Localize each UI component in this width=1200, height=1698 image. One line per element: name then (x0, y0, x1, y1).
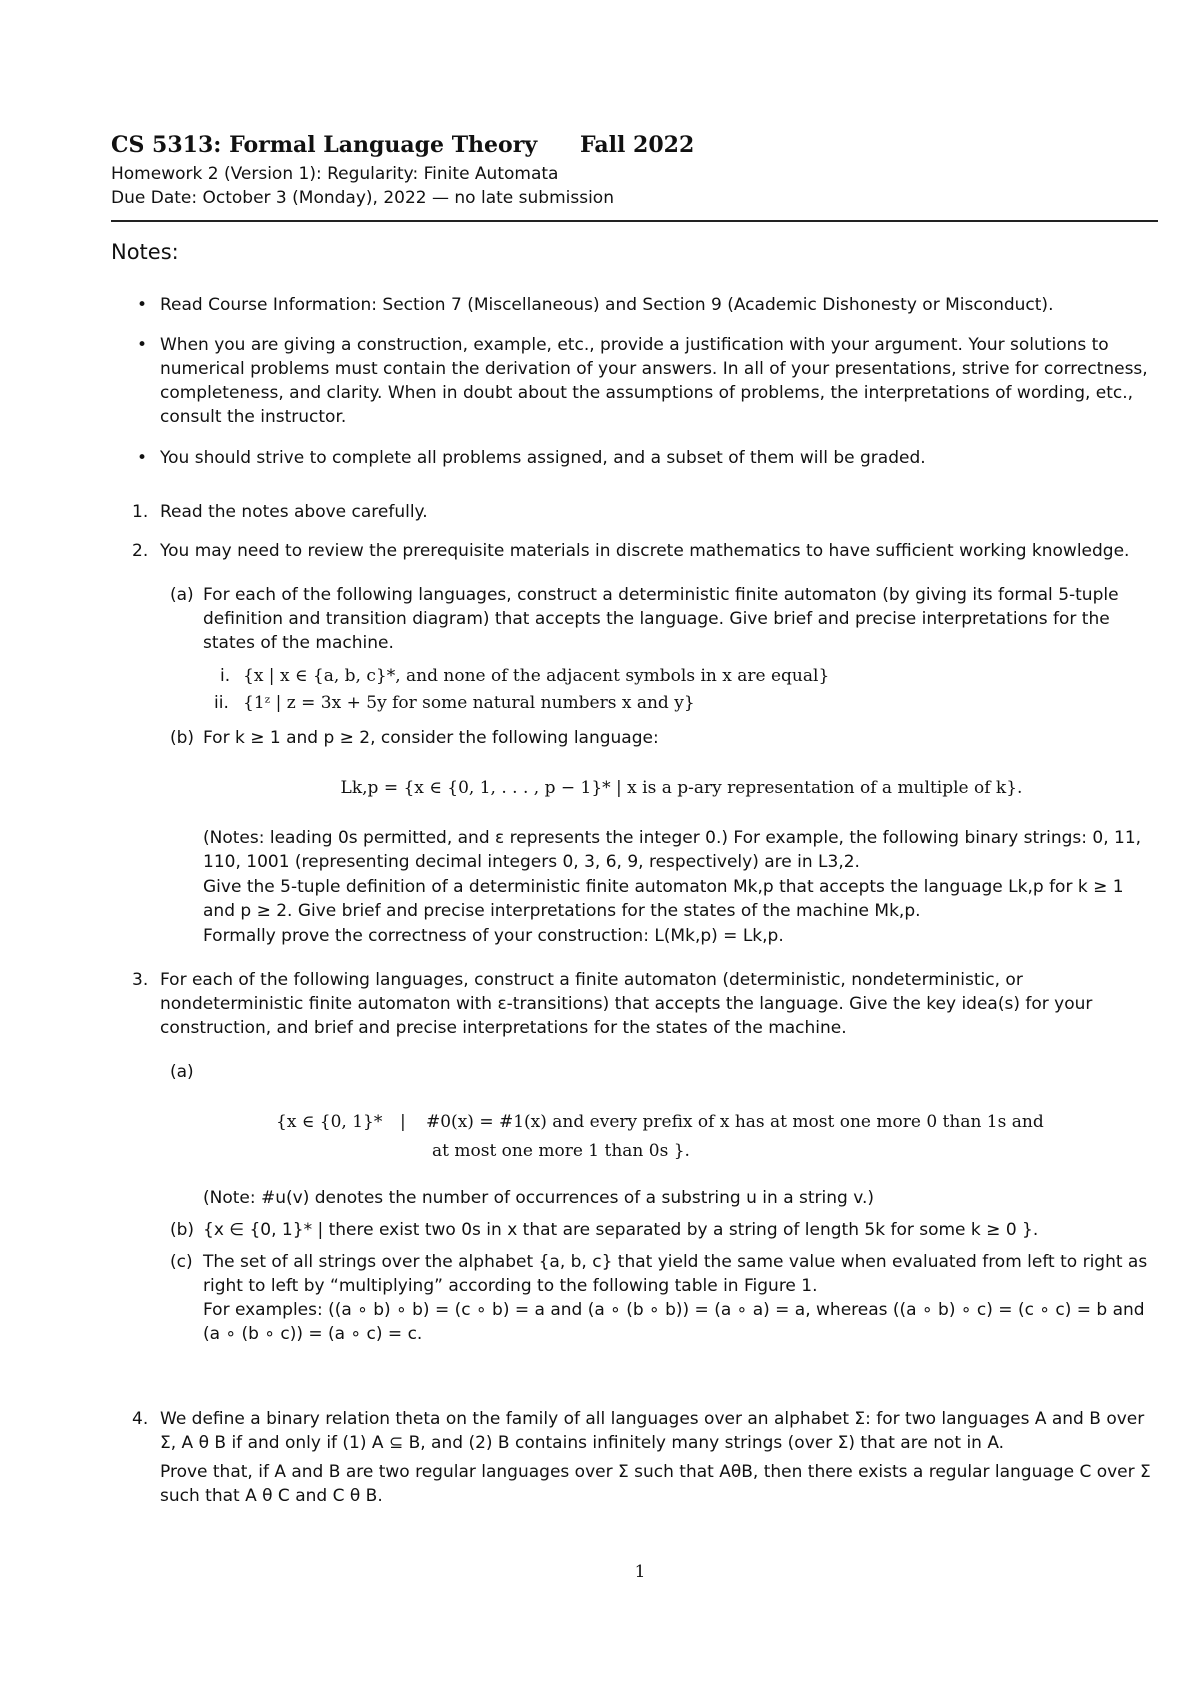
problem-3c-examples: For examples: ((a ∘ b) ∘ b) = (c ∘ b) = a and (a ∘ (b ∘ b)) = (a ∘ a) = a, whereas ((a ∘ b) ∘ c) = (c ∘ c) = b and (a ∘ (b ∘ c)) = (a ∘ c) = c. (203, 1300, 1145, 1344)
problem-2b-intro: For k ≥ 1 and p ≥ 2, consider the following language: (203, 728, 659, 748)
problem-3-text: For each of the following languages, construct a finite automaton (deterministic, nondeterministic, or nondeterministic finite automaton with ε-transitions) that accepts the language. Give the key idea(s) for your construction, and brief and precise interpretations for the states of the machine. (160, 970, 1093, 1038)
problem-2b-note: (Notes: leading 0s permitted, and ε represents the integer 0.) For example, the following binary strings: 0, 11, 110, 1001 (representing decimal integers 0, 3, 6, 9, respectively) are in L3,2. (203, 828, 1142, 872)
problem-3b-text: {x ∈ {0, 1}* | there exist two 0s in x that are separated by a string of length 5k for some k ≥ 0 }. (203, 1220, 1039, 1240)
header-rule (111, 220, 1158, 222)
note-item: When you are giving a construction, example, etc., provide a justification with your argument. Your solutions to numerical problems must contain the derivation of your answers. In all of your presentations, strive for correctness, completeness, and clarity. When in doubt about the assumptions of problems, the interpretations of wording, etc., consult the instructor. (160, 335, 1148, 427)
due-date: Due Date: October 3 (Monday), 2022 — no late submission (111, 188, 614, 208)
problem-4-text: We define a binary relation theta on the family of all languages over an alphabet Σ: for two languages A and B over Σ, A θ B if and only if (1) A ⊆ B, and (2) B contains infinitely many strings (over Σ) that are not in A. (160, 1409, 1145, 1453)
bullet-icon: • (137, 448, 148, 468)
language-formula: Lk,p = {x ∈ {0, 1, . . . , p − 1}* | x is a p-ary representation of a multiple of k}. (340, 778, 1023, 798)
problem-2-text: You may need to review the prerequisite materials in discrete mathematics to have sufficient working knowledge. (160, 541, 1130, 561)
problem-2a-text: For each of the following languages, construct a deterministic finite automaton (by giving its formal 5-tuple definition and transition diagram) that accepts the language. Give brief and precise interpretations for the states of the machine. (203, 585, 1119, 653)
problem-2b-prove: Formally prove the correctness of your construction: L(Mk,p) = Lk,p. (203, 926, 784, 946)
set-condition-line2: at most one more 1 than 0s }. (432, 1141, 690, 1161)
problem-2a-i: {x | x ∈ {a, b, c}*, and none of the adjacent symbols in x are equal} (243, 666, 830, 686)
term-label: Fall 2022 (580, 132, 695, 158)
problem-3c-text: The set of all strings over the alphabet {a, b, c} that yield the same value when evaluated from left to right as right to left by “multiplying” according to the following table in Figure 1. (203, 1252, 1148, 1296)
note-item: You should strive to complete all problems assigned, and a subset of them will be graded. (160, 448, 926, 468)
problem-1-text: Read the notes above carefully. (160, 502, 428, 522)
bullet-icon: • (137, 335, 148, 355)
set-condition-line1: #0(x) = #1(x) and every prefix of x has at most one more 0 than 1s and (426, 1112, 1044, 1132)
subpart-label: ii. (214, 693, 229, 713)
part-label: (a) (170, 585, 194, 605)
problem-number: 3. (132, 970, 149, 990)
subpart-label: i. (220, 666, 231, 686)
set-left: {x ∈ {0, 1}* (276, 1112, 383, 1132)
problem-4-prove: Prove that, if A and B are two regular languages over Σ such that AθB, then there exists a regular language C over Σ such that A θ C and C θ B. (160, 1462, 1151, 1506)
note-item: Read Course Information: Section 7 (Miscellaneous) and Section 9 (Academic Dishonesty or Misconduct). (160, 295, 1054, 315)
problem-2a-ii: {1ᶻ | z = 3x + 5y for some natural numbers x and y} (243, 693, 695, 713)
course-title: CS 5313: Formal Language Theory (111, 132, 538, 158)
problem-number: 4. (132, 1409, 149, 1429)
page-number: 1 (634, 1562, 646, 1582)
part-label: (b) (170, 728, 195, 748)
problem-2b-give: Give the 5-tuple definition of a deterministic finite automaton Mk,p that accepts the language Lk,p for k ≥ 1 and p ≥ 2. Give brief and precise interpretations for the states of the machine Mk,p. (203, 877, 1124, 921)
notes-heading: Notes: (111, 240, 179, 264)
problem-number: 1. (132, 502, 149, 522)
set-bar: | (400, 1112, 406, 1132)
homework-subtitle: Homework 2 (Version 1): Regularity: Finite Automata (111, 164, 559, 184)
bullet-icon: • (137, 295, 148, 315)
problem-3a-note: (Note: #u(v) denotes the number of occurrences of a substring u in a string v.) (203, 1188, 875, 1208)
part-label: (b) (170, 1220, 195, 1240)
part-label: (c) (170, 1252, 193, 1272)
problem-number: 2. (132, 541, 149, 561)
part-label: (a) (170, 1062, 194, 1082)
